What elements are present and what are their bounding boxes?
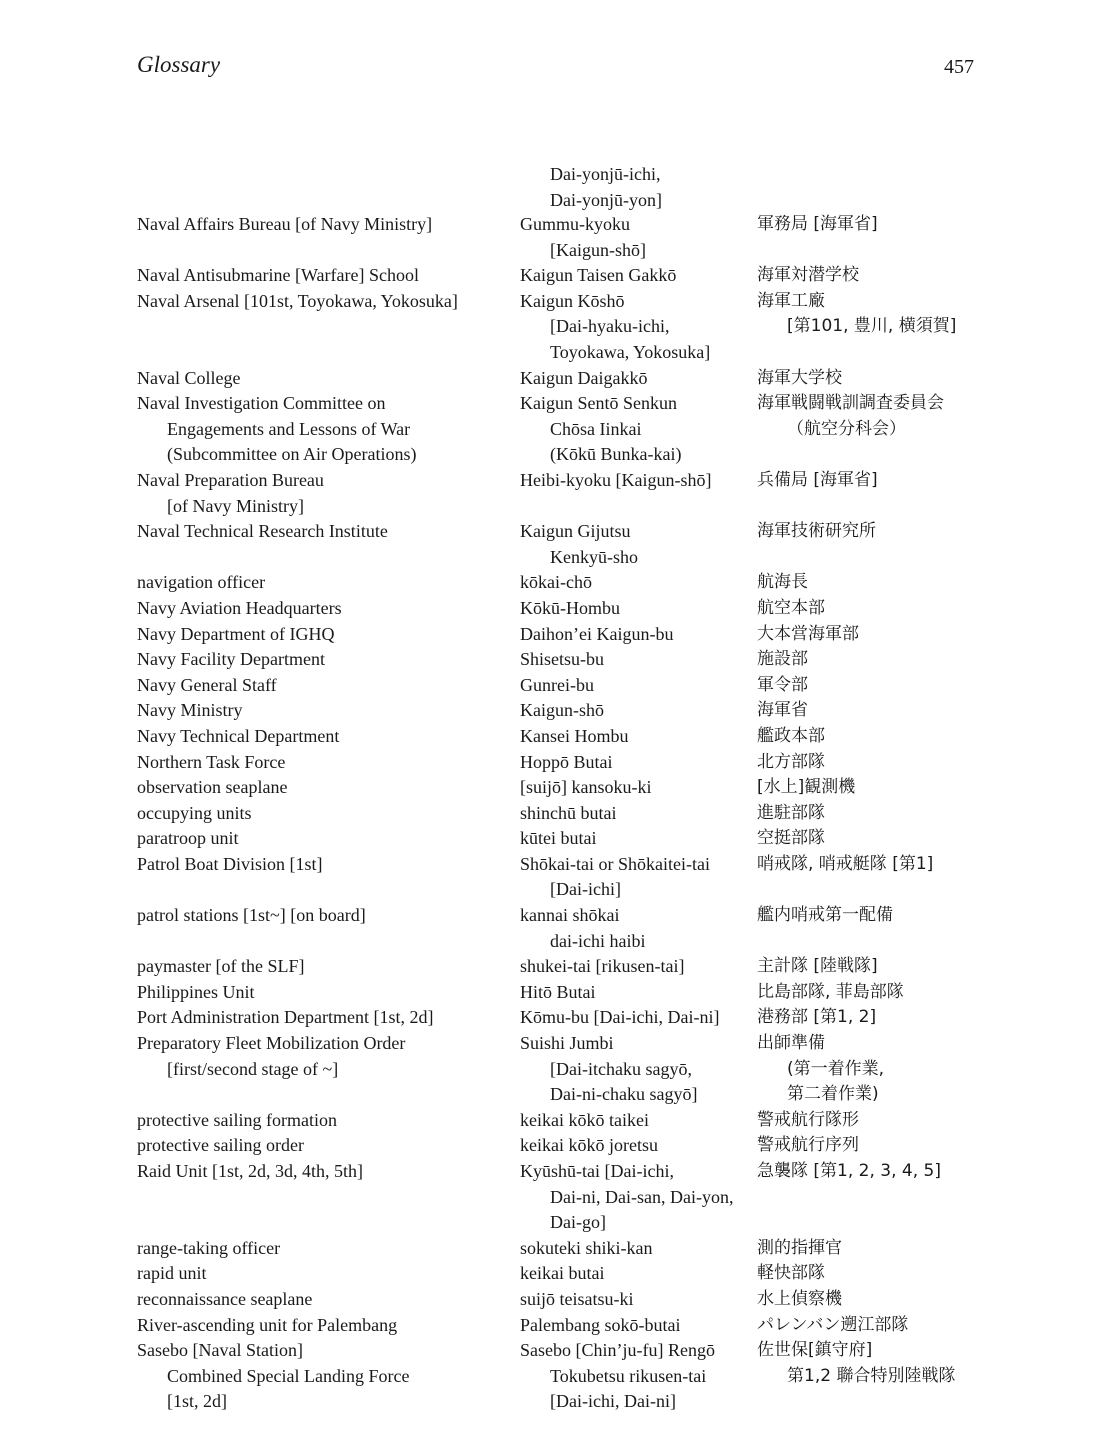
english-term-column [137,801,252,827]
glossary-entry [137,724,1087,750]
romanized-term: shinchū butai [520,802,617,823]
english-term-column [137,1005,433,1031]
japanese-term-column [757,468,878,494]
romanized-term: shukei-tai [rikusen-tai] [520,956,685,977]
romanized-term: kannai shōkai [520,905,620,926]
english-term-column [137,519,388,545]
romanized-term-column [520,724,628,750]
glossary-entry [137,1108,1087,1134]
glossary-entry [137,698,1087,724]
japanese-term: 海軍戦闘戦訓調査委員会 [757,393,944,414]
japanese-term-column [757,698,808,724]
japanese-term: 軍令部 [757,674,808,695]
romanized-term: Gummu-kyoku [520,214,630,234]
japanese-term-column [757,801,825,827]
english-term: Engagements and Lessons of War [167,418,411,439]
english-term-column [137,391,416,468]
romanized-term-column [520,775,651,801]
japanese-term: 出師準備 [757,1033,825,1054]
romanized-term: (Kōkū Bunka-kai) [550,444,682,465]
japanese-term: 比島部隊, 菲島部隊 [757,981,904,1002]
romanized-term-column [520,596,620,622]
continuation-line: Dai-yonjū-ichi, [550,164,661,184]
japanese-term: 兵備局 [海軍省] [757,469,878,490]
romanized-term-column [520,468,711,494]
english-term-column [137,468,324,519]
glossary-entry [137,391,1087,468]
japanese-term: 哨戒隊, 哨戒艇隊 [第1] [757,853,934,874]
english-term-column [137,1338,409,1415]
romanized-term-column [520,1031,697,1108]
english-term-column [137,1159,363,1185]
romanized-term: Dai-ni-chaku sagyō] [550,1084,698,1105]
english-term-column [137,1031,405,1082]
english-term-column [137,1287,312,1313]
glossary-entry [137,1261,1087,1287]
english-term: Port Administration Department [1st, 2d] [137,1007,434,1028]
japanese-term: 海軍技術研究所 [757,521,876,542]
english-term: Naval College [137,367,241,388]
romanized-term: Chōsa Iinkai [550,418,642,439]
japanese-term-column [757,1287,842,1313]
english-term: Preparatory Fleet Mobilization Order [137,1033,406,1054]
japanese-term: 急襲隊 [第1, 2, 3, 4, 5] [757,1161,941,1182]
glossary-entry [137,1159,1087,1236]
romanized-term-column [520,1287,634,1313]
romanized-term: [Dai-ichi, Dai-ni] [550,1391,676,1412]
japanese-term-column [757,903,893,929]
japanese-term-column [757,647,808,673]
japanese-term: 港務部 [第1, 2] [757,1007,877,1028]
japanese-term-column [757,775,855,801]
english-term: reconnaissance seaplane [137,1289,313,1309]
japanese-term-column [757,263,859,289]
english-term: protective sailing order [137,1135,304,1156]
romanized-term-column [520,519,638,570]
romanized-term: Daihon’ei Kaigun-bu [520,623,674,644]
glossary-entry [137,468,1087,519]
glossary-entry [137,519,1087,570]
english-term: [1st, 2d] [167,1391,227,1412]
english-term-column [137,212,432,238]
romanized-term-column [520,622,673,648]
japanese-term: [水上]観測機 [757,777,856,798]
romanized-term: [suijō] kansoku-ki [520,777,652,798]
romanized-term-column [520,801,617,827]
romanized-term: Tokubetsu rikusen-tai [550,1365,707,1386]
english-term: observation seaplane [137,777,288,798]
japanese-term: 佐世保[鎮守府] [757,1340,873,1361]
japanese-term: 空挺部隊 [757,828,825,849]
japanese-term-column [757,1133,859,1159]
english-term: Naval Arsenal [101st, Toyokawa, Yokosuka] [137,290,458,311]
japanese-term-column [757,289,956,340]
romanized-term: Hoppō Butai [520,751,613,772]
english-term: River-ascending unit for Palembang [137,1314,398,1335]
english-term-column [137,596,342,622]
japanese-term-column [757,1261,825,1287]
romanized-term: Kaigun-shō [520,700,604,721]
english-term: Patrol Boat Division [1st] [137,853,323,874]
romanized-term-column [520,673,594,699]
romanized-term-column [520,1236,653,1262]
japanese-term: 艦内哨戒第一配備 [757,905,893,926]
japanese-term-column [757,519,876,545]
japanese-term: パレンバン遡江部隊 [757,1314,909,1335]
romanized-term: keikai butai [520,1263,605,1284]
english-term: Naval Antisubmarine [Warfare] School [137,265,419,286]
romanized-term: Heibi-kyoku [Kaigun-shō] [520,469,712,490]
romanized-term: Kansei Hombu [520,725,629,746]
english-term-column [137,826,238,852]
english-term: paratroop unit [137,828,239,849]
glossary-entry [137,366,1087,392]
english-term-column [137,980,255,1006]
glossary-entry [137,673,1087,699]
glossary-entry [137,1031,1087,1108]
japanese-term-column [757,622,859,648]
japanese-term-column [757,391,944,442]
romanized-term: Kōkū-Hombu [520,597,620,618]
japanese-term-column [757,826,825,852]
english-term-column [137,1236,280,1262]
english-term: range-taking officer [137,1237,281,1258]
english-term: (Subcommittee on Air Operations) [167,444,417,465]
romanized-term-column [520,1133,658,1159]
romanized-term-column [520,1005,719,1031]
romanized-term: Kaigun Gijutsu [520,521,631,542]
japanese-term-column [757,750,825,776]
english-term: Philippines Unit [137,981,255,1002]
romanized-term: Kōmu-bu [Dai-ichi, Dai-ni] [520,1007,720,1028]
japanese-term: 測的指揮官 [757,1237,842,1258]
japanese-term: 施設部 [757,649,808,670]
japanese-term-column [757,1108,859,1134]
english-term: Navy Facility Department [137,649,325,670]
english-term: Combined Special Landing Force [167,1365,410,1386]
romanized-term-column [520,1338,715,1415]
english-term: [first/second stage of ~] [167,1058,339,1079]
japanese-term: 軍務局 [海軍省] [757,214,878,234]
romanized-term: Dai-go] [550,1212,606,1233]
romanized-term: keikai kōkō joretsu [520,1135,658,1156]
japanese-term-column [757,1313,908,1339]
romanized-term: Dai-ni, Dai-san, Dai-yon, [550,1186,734,1207]
english-term: Navy Aviation Headquarters [137,597,342,618]
english-term-column [137,750,285,776]
english-term-column [137,954,304,980]
english-term: Naval Technical Research Institute [137,521,388,542]
japanese-term: 艦政本部 [757,725,825,746]
japanese-term: [第101, 豊川, 横須賀] [787,316,957,337]
romanized-term: Kaigun Sentō Senkun [520,393,677,414]
japanese-term: 警戒航行隊形 [757,1109,859,1130]
english-term: paymaster [of the SLF] [137,956,305,977]
english-term: rapid unit [137,1263,207,1284]
english-term: Sasebo [Naval Station] [137,1340,303,1361]
english-term: Navy General Staff [137,674,277,695]
english-term: protective sailing formation [137,1109,337,1130]
japanese-term-column [757,980,904,1006]
japanese-term: 水上偵察機 [757,1289,842,1309]
english-term: Navy Technical Department [137,725,340,746]
romanized-term: Suishi Jumbi [520,1033,614,1054]
romanized-term-column [520,263,676,289]
romanized-term: suijō teisatsu-ki [520,1289,634,1309]
japanese-term-column [757,596,825,622]
japanese-term: 航海長 [757,572,808,593]
romanized-term-column [520,1261,604,1287]
glossary-entry [137,750,1087,776]
english-term: navigation officer [137,572,266,593]
glossary-entry [137,263,1087,289]
english-term-column [137,698,243,724]
english-term-column [137,1313,397,1339]
english-term-column [137,724,339,750]
japanese-term-column [757,1005,876,1031]
english-term-column [137,1261,207,1287]
romanized-term: Shōkai-tai or Shōkaitei-tai [520,853,710,874]
glossary-entry [137,596,1087,622]
japanese-term-column [757,673,808,699]
romanized-term: [Dai-ichi] [550,879,621,900]
japanese-term: 海軍省 [757,700,808,721]
japanese-term-column [757,954,878,980]
english-term: occupying units [137,802,252,823]
english-term: Naval Affairs Bureau [of Navy Ministry] [137,214,433,234]
english-term-column [137,366,240,392]
english-term: Northern Task Force [137,751,286,772]
japanese-term-column [757,570,808,596]
romanized-term-column [520,366,647,392]
glossary-entry [137,801,1087,827]
japanese-term-column [757,852,933,878]
japanese-term-column [757,1236,842,1262]
romanized-term: Hitō Butai [520,981,596,1002]
continuation-line: Dai-yonjū-yon] [550,189,662,210]
glossary-entry [137,212,1087,263]
japanese-term: 海軍大学校 [757,367,842,388]
romanized-term: Shisetsu-bu [520,649,605,670]
english-term-column [137,852,323,878]
romanized-term: Kaigun Kōshō [520,290,625,311]
glossary-entry [137,570,1087,596]
japanese-term: 警戒航行序列 [757,1135,859,1156]
romanized-term: kūtei butai [520,828,597,849]
glossary-entry [137,980,1087,1006]
japanese-term-column [757,1338,955,1389]
english-term-column [137,673,277,699]
running-head: Glossary [137,52,221,77]
japanese-term: 進駐部隊 [757,802,825,823]
romanized-term: Kenkyū-sho [550,546,638,567]
romanized-term-column [520,1108,649,1134]
japanese-term: 北方部隊 [757,751,825,772]
romanized-term-column [520,980,596,1006]
romanized-term: keikai kōkō taikei [520,1109,649,1130]
english-term: Naval Preparation Bureau [137,469,324,490]
english-term: Navy Ministry [137,700,243,721]
glossary-entry [137,1338,1087,1415]
glossary-entry [137,826,1087,852]
romanized-term: Palembang sokō-butai [520,1314,681,1335]
english-term-column [137,775,287,801]
romanized-term: [Dai-hyaku-ichi, [550,316,670,337]
romanized-term-column [520,903,645,954]
english-term: Navy Department of IGHQ [137,623,335,644]
romanized-term-column [520,391,681,468]
glossary-entry [137,622,1087,648]
english-term: patrol stations [1st~] [on board] [137,905,366,926]
romanized-term: kōkai-chō [520,572,592,593]
english-term: Raid Unit [1st, 2d, 3d, 4th, 5th] [137,1161,363,1182]
glossary-entry [137,903,1087,954]
japanese-term: 軽快部隊 [757,1263,825,1284]
japanese-term-column [757,1159,941,1185]
japanese-term: (第一着作業, [787,1058,885,1079]
glossary-entry [137,1313,1087,1339]
english-term-column [137,647,325,673]
romanized-term-column [520,570,592,596]
japanese-term-column [757,1031,884,1108]
romanized-term-column [520,826,596,852]
english-term-column [137,289,458,315]
romanized-term: Kyūshū-tai [Dai-ichi, [520,1161,674,1182]
romanized-term: dai-ichi haibi [550,930,646,951]
english-term-column [137,1133,304,1159]
romanized-term-column [520,852,710,903]
japanese-term: （航空分科会） [787,418,906,439]
romanized-term: Toyokawa, Yokosuka] [550,341,711,362]
glossary-entry [137,647,1087,673]
glossary-entry [137,1133,1087,1159]
romanized-term-column [520,954,684,980]
romanized-term: Gunrei-bu [520,674,594,695]
romanized-term: [Kaigun-shō] [550,239,646,260]
english-term-column [137,263,419,289]
glossary-list [137,212,1087,1415]
japanese-term-column [757,366,842,392]
japanese-term-column [757,724,825,750]
english-term: Naval Investigation Committee on [137,393,386,414]
romanized-term: Sasebo [Chin’ju-fu] Rengō [520,1340,715,1361]
english-term-column [137,622,334,648]
japanese-term: 大本営海軍部 [757,623,859,644]
romanized-term-column [520,750,613,776]
english-term-column [137,570,265,596]
glossary-entry [137,1287,1087,1313]
english-term-column [137,1108,337,1134]
glossary-entry [137,852,1087,903]
japanese-term-column [757,212,878,238]
romanized-term-column [520,698,604,724]
glossary-entry [137,1005,1087,1031]
english-term: [of Navy Ministry] [167,495,304,516]
page-number: 457 [944,56,974,78]
romanized-term-column [520,647,604,673]
romanized-term-column [520,1313,680,1339]
romanized-term-column [520,289,710,366]
english-term-column [137,903,366,929]
glossary-entry [137,954,1087,980]
romanized-term: Kaigun Daigakkō [520,367,648,388]
glossary-entry [137,1236,1087,1262]
romanized-term: Kaigun Taisen Gakkō [520,265,677,286]
glossary-entry [137,775,1087,801]
romanized-term-column [520,212,646,263]
glossary-entry [137,289,1087,366]
japanese-term: 海軍対潜学校 [757,265,859,286]
romanized-term-column [520,1159,733,1236]
japanese-term: 第1,2 聯合特別陸戦隊 [787,1365,956,1386]
romanized-term: sokuteki shiki-kan [520,1237,653,1258]
japanese-term: 航空本部 [757,597,825,618]
japanese-term: 第二着作業) [787,1084,879,1105]
romanized-term: [Dai-itchaku sagyō, [550,1058,692,1079]
japanese-term: 海軍工廠 [757,290,825,311]
japanese-term: 主計隊 [陸戦隊] [757,956,878,977]
